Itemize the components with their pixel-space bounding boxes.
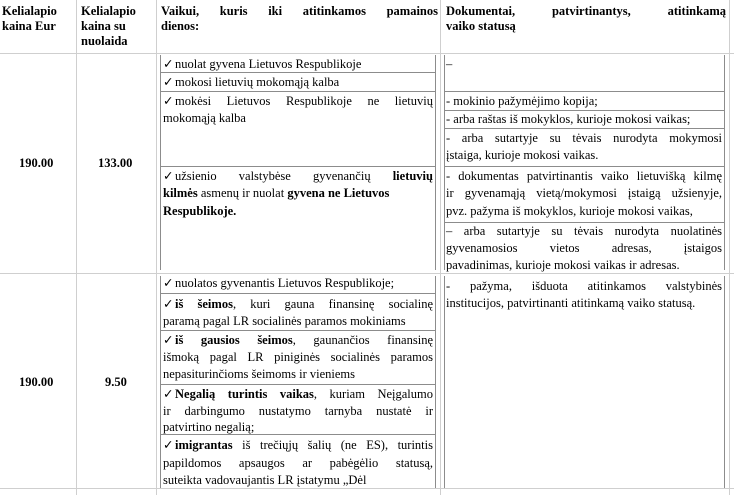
document-item-cont: pavadinimas, kurioje mokosi vaikas ir adresas. xyxy=(446,258,680,272)
header-price-label: kaina Eur xyxy=(2,19,56,33)
condition-item-cont: kilmės asmenų ir nuolat gyvena ne Lietuvos xyxy=(163,186,390,200)
condition-item: ✓ iš šeimos, kuri gauna finansinę socialinę xyxy=(163,297,434,311)
price-value: 190.00 xyxy=(19,156,54,170)
cell-border xyxy=(444,128,724,129)
header-child-condition: dienos: xyxy=(161,19,200,33)
document-item: – xyxy=(446,57,453,71)
header-price-label: Kelialapio xyxy=(2,4,57,18)
condition-item-cont: suteikta vadovaujantis LR įstatymu „Dėl xyxy=(163,473,367,487)
document-item: - dokumentas patvirtinantis vaiko lietuvišką kilmę xyxy=(446,169,722,183)
check-icon: ✓ xyxy=(163,387,174,401)
cell-border xyxy=(724,276,725,488)
cell-border xyxy=(444,110,724,111)
document-item: – arba sutartyje su tėvais nurodyta nuolatinės xyxy=(446,224,722,238)
condition-item: ✓ mokėsi Lietuvos Respublikoje ne lietuvių xyxy=(163,94,433,108)
header-border xyxy=(0,53,734,54)
cell-border xyxy=(435,276,436,488)
condition-item-cont: papildomos apsaugos ar pabėgėlio statusą, xyxy=(163,456,433,470)
check-icon: ✓ xyxy=(163,57,174,71)
check-icon: ✓ xyxy=(163,169,174,183)
cell-border xyxy=(444,91,724,92)
cell-border xyxy=(160,55,161,270)
condition-item-cont: patvirtino negalią; xyxy=(163,420,255,434)
header-child-condition: Vaikui, kuris iki atitinkamos pamainos xyxy=(161,4,438,18)
condition-item-cont: mokomąją kalba xyxy=(163,111,246,125)
row-divider xyxy=(0,273,734,274)
col-divider-2 xyxy=(156,0,157,495)
document-item: - pažyma, išduota atitinkamos valstybinės xyxy=(446,279,722,293)
cell-border xyxy=(160,384,435,385)
condition-item-cont: Respublikoje. xyxy=(163,204,237,218)
condition-item: ✓ nuolatos gyvenantis Lietuvos Respublikoje; xyxy=(163,276,395,290)
bottom-border xyxy=(0,488,734,489)
cell-border xyxy=(160,330,435,331)
header-discount-label: nuolaida xyxy=(81,34,128,48)
col-divider-1 xyxy=(76,0,77,495)
check-icon: ✓ xyxy=(163,94,174,108)
check-icon: ✓ xyxy=(163,297,174,311)
condition-item-cont: ir darbingumo nustatymo tarnyba nustatė ir xyxy=(163,404,433,418)
cell-border xyxy=(444,166,724,167)
document-item: - arba raštas iš mokyklos, kurioje mokosi vaikas; xyxy=(446,112,691,126)
cell-border xyxy=(444,55,445,270)
condition-item-cont: paramą pagal LR socialinės paramos mokiniams xyxy=(163,314,406,328)
discount-price-value: 133.00 xyxy=(98,156,133,170)
check-icon: ✓ xyxy=(163,438,174,452)
cell-border xyxy=(160,91,435,92)
document-item: - mokinio pažymėjimo kopija; xyxy=(446,94,598,108)
condition-item: ✓ imigrantas iš trečiųjų šalių (ne ES), turintis xyxy=(163,438,433,452)
cell-border xyxy=(444,276,445,488)
col-divider-3 xyxy=(440,0,441,495)
condition-item-cont: išmoką pagal LR piniginės socialinės paramos xyxy=(163,350,433,364)
cell-border xyxy=(435,55,436,270)
condition-item: ✓ nuolat gyvena Lietuvos Respublikoje xyxy=(163,57,362,71)
cell-border xyxy=(444,222,724,223)
cell-border xyxy=(160,276,161,488)
document-item: - arba sutartyje su tėvais nurodyta mokymosi xyxy=(446,131,722,145)
document-item-cont: pvz. pažyma iš mokyklos, kurioje mokosi vaikas, xyxy=(446,204,693,218)
cell-border xyxy=(160,72,435,73)
col-divider-4 xyxy=(729,0,730,495)
document-item-cont: institucijos, patvirtinanti atitinkamą vaiko statusą. xyxy=(446,296,696,310)
condition-item: ✓ mokosi lietuvių mokomąją kalba xyxy=(163,75,340,89)
condition-item: ✓ iš gausios šeimos, gaunančios finansinę xyxy=(163,333,433,347)
check-icon: ✓ xyxy=(163,333,174,347)
condition-item: ✓ užsienio valstybėse gyvenančių lietuvių xyxy=(163,169,433,183)
cell-border xyxy=(724,55,725,270)
price-value: 190.00 xyxy=(19,375,54,389)
cell-border xyxy=(160,166,435,167)
check-icon: ✓ xyxy=(163,276,174,290)
document-item-cont: gyvenamosios vietos adresas, įstaigos xyxy=(446,241,722,255)
header-discount-label: kaina su xyxy=(81,19,126,33)
discount-price-value: 9.50 xyxy=(105,375,127,389)
document-item-cont: įstaiga, kurioje mokosi vaikas. xyxy=(446,148,599,162)
condition-item: ✓ Negalią turintis vaikas, kuriam Neįgalumo xyxy=(163,387,433,401)
condition-item-cont: nepasiturinčioms šeimoms ir vieniems xyxy=(163,367,355,381)
header-documents: Dokumentai, patvirtinantys, atitinkamą xyxy=(446,4,726,18)
check-icon: ✓ xyxy=(163,75,174,89)
header-documents: vaiko statusą xyxy=(446,19,516,33)
document-item-cont: ir gyvenamąją vietą/mokymosi įstaigą užsienyje, xyxy=(446,186,722,200)
header-discount-label: Kelialapio xyxy=(81,4,136,18)
cell-border xyxy=(160,293,435,294)
